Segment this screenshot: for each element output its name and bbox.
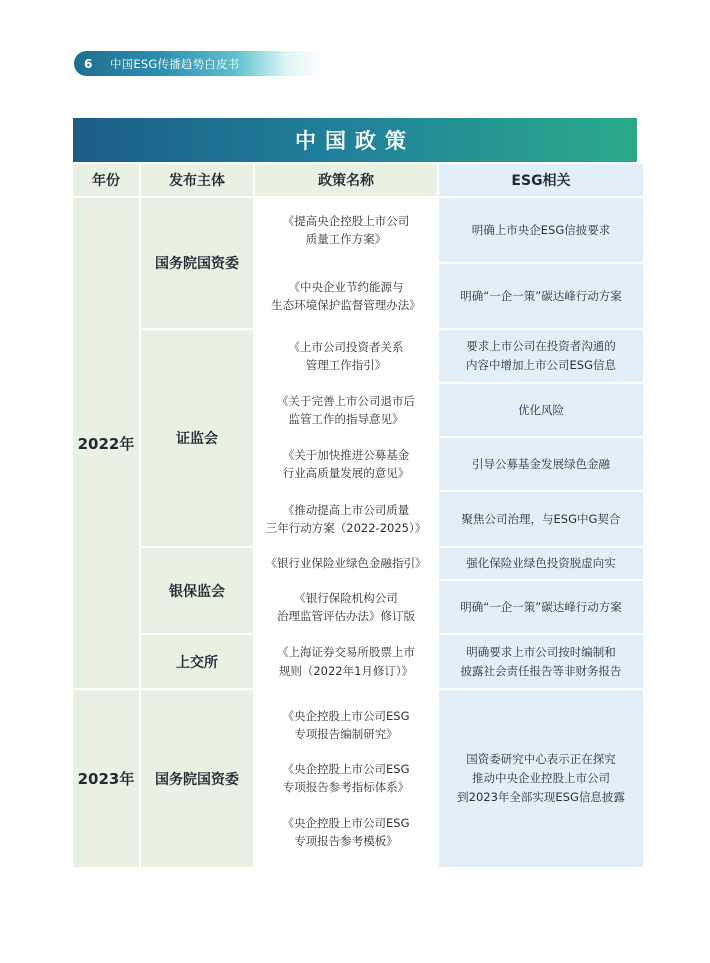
policy-item: 《央企控股上市公司ESG 专项报告参考指标体系》 <box>282 762 410 795</box>
policy-item: 《央企控股上市公司ESG 专项报告参考模板》 <box>282 815 410 848</box>
policy-cell: 《上市公司投资者关系 管理工作指引》 <box>255 330 437 382</box>
header-bar <box>74 51 324 76</box>
issuer-cell: 上交所 <box>141 635 253 688</box>
column-header-issuer: 发布主体 <box>141 164 253 196</box>
issuer-cell: 国务院国资委 <box>141 198 253 328</box>
esg-cell: 明确上市央企ESG信披要求 <box>439 198 643 262</box>
policy-cell: 《上海证券交易所股票上市 规则（2022年1月修订）》 <box>255 635 437 688</box>
policy-cell: 《关于加快推进公募基金 行业高质量发展的意见》 <box>255 438 437 490</box>
esg-cell: 国资委研究中心表示正在探究 推动中央企业控股上市公司 到2023年全部实现ESG信息披露 <box>439 690 643 867</box>
table-grid <box>73 164 637 867</box>
policy-cell: 《中央企业节约能源与 生态环境保护监督管理办法》 <box>255 264 437 328</box>
esg-cell: 聚焦公司治理，与ESG中G契合 <box>439 492 643 546</box>
esg-cell: 优化风险 <box>439 384 643 436</box>
issuer-cell: 证监会 <box>141 330 253 546</box>
policy-cell-group <box>255 690 437 867</box>
column-header-policy: 政策名称 <box>255 164 437 196</box>
policy-cell: 《银行业保险业绿色金融指引》 <box>255 548 437 579</box>
esg-cell: 明确“一企一策”碳达峰行动方案 <box>439 581 643 633</box>
issuer-cell: 银保监会 <box>141 548 253 633</box>
esg-cell: 明确要求上市公司按时编制和 披露社会责任报告等非财务报告 <box>439 635 643 688</box>
year-cell-2022: 2022年 <box>73 198 139 688</box>
column-header-esg: ESG相关 <box>439 164 643 196</box>
year-cell-2023: 2023年 <box>73 690 139 867</box>
page-number: 6 <box>84 56 93 71</box>
book-title: 中国ESG传播趋势白皮书 <box>110 56 240 71</box>
table-banner: 中国政策 <box>73 118 637 162</box>
policy-cell: 《提高央企控股上市公司 质量工作方案》 <box>255 198 437 262</box>
policy-cell: 《关于完善上市公司退市后 监管工作的指导意见》 <box>255 384 437 436</box>
policy-item: 《央企控股上市公司ESG 专项报告编制研究》 <box>282 708 410 742</box>
esg-cell: 要求上市公司在投资者沟通的 内容中增加上市公司ESG信息 <box>439 330 643 382</box>
policy-cell: 《推动提高上市公司质量 三年行动方案（2022-2025）》 <box>255 492 437 546</box>
issuer-cell: 国务院国资委 <box>141 690 253 867</box>
esg-cell: 强化保险业绿色投资脱虚向实 <box>439 548 643 579</box>
esg-cell: 明确“一企一策”碳达峰行动方案 <box>439 264 643 328</box>
esg-cell: 引导公募基金发展绿色金融 <box>439 438 643 490</box>
policy-table <box>73 118 637 867</box>
column-header-year: 年份 <box>73 164 139 196</box>
policy-cell: 《银行保险机构公司 治理监管评估办法》修订版 <box>255 581 437 633</box>
